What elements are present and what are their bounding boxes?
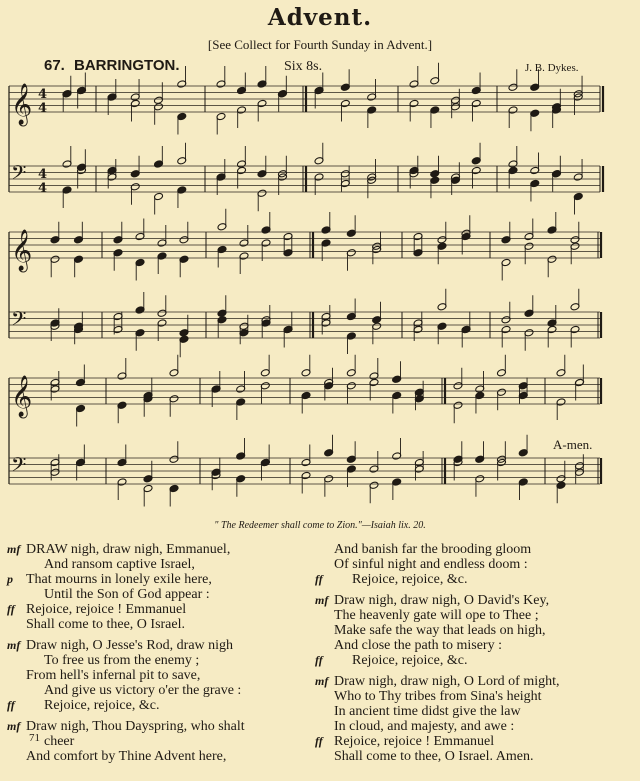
dynamic-marking: p [7, 572, 13, 586]
tune-name: BARRINGTON. [74, 57, 180, 74]
verse-line [26, 668, 296, 683]
verse-line [26, 734, 296, 749]
verse [315, 542, 634, 587]
verse-text: Rejoice, rejoice, &c. [352, 653, 468, 668]
verse-text: In ancient time didst give the law [334, 704, 521, 719]
dynamic-marking: ff [7, 602, 15, 616]
verse-text: Draw nigh, Thou Dayspring, who shalt [26, 719, 245, 734]
verse [315, 674, 634, 764]
dynamic-marking: mf [7, 719, 21, 733]
collect-note: [See Collect for Fourth Sunday in Advent.] [207, 37, 433, 52]
dynamic-marking: ff [7, 698, 15, 712]
dynamic-marking: mf [315, 593, 329, 607]
verse-line [26, 587, 296, 602]
meter-label: Six 8s. [284, 59, 323, 74]
verses-left-column [7, 542, 296, 770]
amen-label: A-men. [553, 437, 593, 452]
verse-text: Of sinful night and endless doom : [334, 557, 528, 572]
verse-text: And ransom captive Israel, [44, 557, 195, 572]
verse-line [7, 638, 296, 653]
verse-line [7, 572, 296, 587]
verse-text: Shall come to thee, O Israel. Amen. [334, 749, 534, 764]
hymn-number: 67. [44, 57, 65, 74]
verse-line [334, 542, 634, 557]
verse-line [334, 623, 634, 638]
verse-line [334, 608, 634, 623]
bass-clef: 𝄢 [11, 453, 27, 481]
time-signature-bottom: 4 [38, 181, 48, 196]
verse-text: Rejoice, rejoice ! Emmanuel [334, 734, 495, 749]
verse-text: Make safe the way that leads on high, [334, 623, 546, 638]
treble-clef: 𝄞 [11, 376, 33, 417]
verse-text: Rejoice, rejoice, &c. [44, 698, 160, 713]
treble-clef: 𝄞 [11, 230, 33, 271]
verse-line [7, 542, 296, 557]
time-signature-top: 4 [38, 167, 48, 182]
verse-text: And comfort by Thine Advent here, [26, 749, 227, 764]
bass-clef: 𝄢 [11, 307, 27, 335]
dynamic-marking: ff [315, 734, 323, 748]
verse-text: DRAW nigh, draw nigh, Emmanuel, [26, 542, 231, 557]
verse-line [334, 749, 634, 764]
dynamic-marking: ff [315, 653, 323, 667]
verse-text: Draw nigh, O Jesse's Rod, draw nigh [26, 638, 234, 653]
verse [315, 593, 634, 668]
verse-text: cheer [44, 734, 75, 749]
verse-line [315, 653, 634, 668]
dynamic-marking: mf [7, 638, 21, 652]
verse-text: That mourns in lonely exile here, [26, 572, 212, 587]
verse-line [315, 572, 634, 587]
verse-line [26, 557, 296, 572]
verse-line [334, 689, 634, 704]
verse-text: Rejoice, rejoice, &c. [352, 572, 468, 587]
verse-text: And banish far the brooding gloom [334, 542, 532, 557]
verse-line [334, 704, 634, 719]
verse-text: In cloud, and majesty, and awe : [334, 719, 515, 734]
verse-line [334, 638, 634, 653]
verse-line [315, 593, 634, 608]
verse-text: Until the Son of God appear : [44, 587, 210, 602]
verses-right-column [315, 542, 634, 770]
verse-text: Draw nigh, draw nigh, O David's Key, [334, 593, 550, 608]
bass-clef: 𝄢 [11, 161, 27, 189]
verse-text: And close the path to misery : [334, 638, 502, 653]
verse-text: Who to Thy tribes from Sina's height [334, 689, 542, 704]
verse-text: Draw nigh, draw nigh, O Lord of might, [334, 674, 560, 689]
verse-line [7, 602, 296, 617]
composer-credit: J. B. Dykes. [525, 62, 579, 74]
page-number: 71 [29, 732, 40, 744]
verse-text: Shall come to thee, O Israel. [26, 617, 186, 632]
verse [7, 719, 296, 764]
verse-line [26, 683, 296, 698]
verse-line [334, 719, 634, 734]
dynamic-marking: mf [315, 674, 329, 688]
verse [7, 638, 296, 713]
verse-line [315, 734, 634, 749]
verse-text: The heavenly gate will ope to Thee ; [334, 608, 539, 623]
verse-text: And give us victory o'er the grave : [44, 683, 242, 698]
verse-line [334, 557, 634, 572]
time-signature-bottom: 4 [38, 101, 48, 116]
verse-line [26, 617, 296, 632]
verse-text: From hell's infernal pit to save, [26, 668, 201, 683]
verse-line [315, 674, 634, 689]
page-title: Advent. [267, 4, 373, 31]
verse-line [7, 698, 296, 713]
verse-line [7, 719, 296, 734]
treble-clef: 𝄞 [11, 84, 33, 125]
verse-line [26, 653, 296, 668]
verse [7, 542, 296, 632]
verse-text: Rejoice, rejoice ! Emmanuel [26, 602, 187, 617]
scripture-epigraph: " The Redeemer shall come to Zion."—Isaiah lix. 20. [214, 520, 426, 531]
dynamic-marking: mf [7, 542, 21, 556]
verse-text: To free us from the enemy ; [44, 653, 200, 668]
verse-line [26, 749, 296, 764]
dynamic-marking: ff [315, 572, 323, 586]
time-signature-top: 4 [38, 87, 48, 102]
